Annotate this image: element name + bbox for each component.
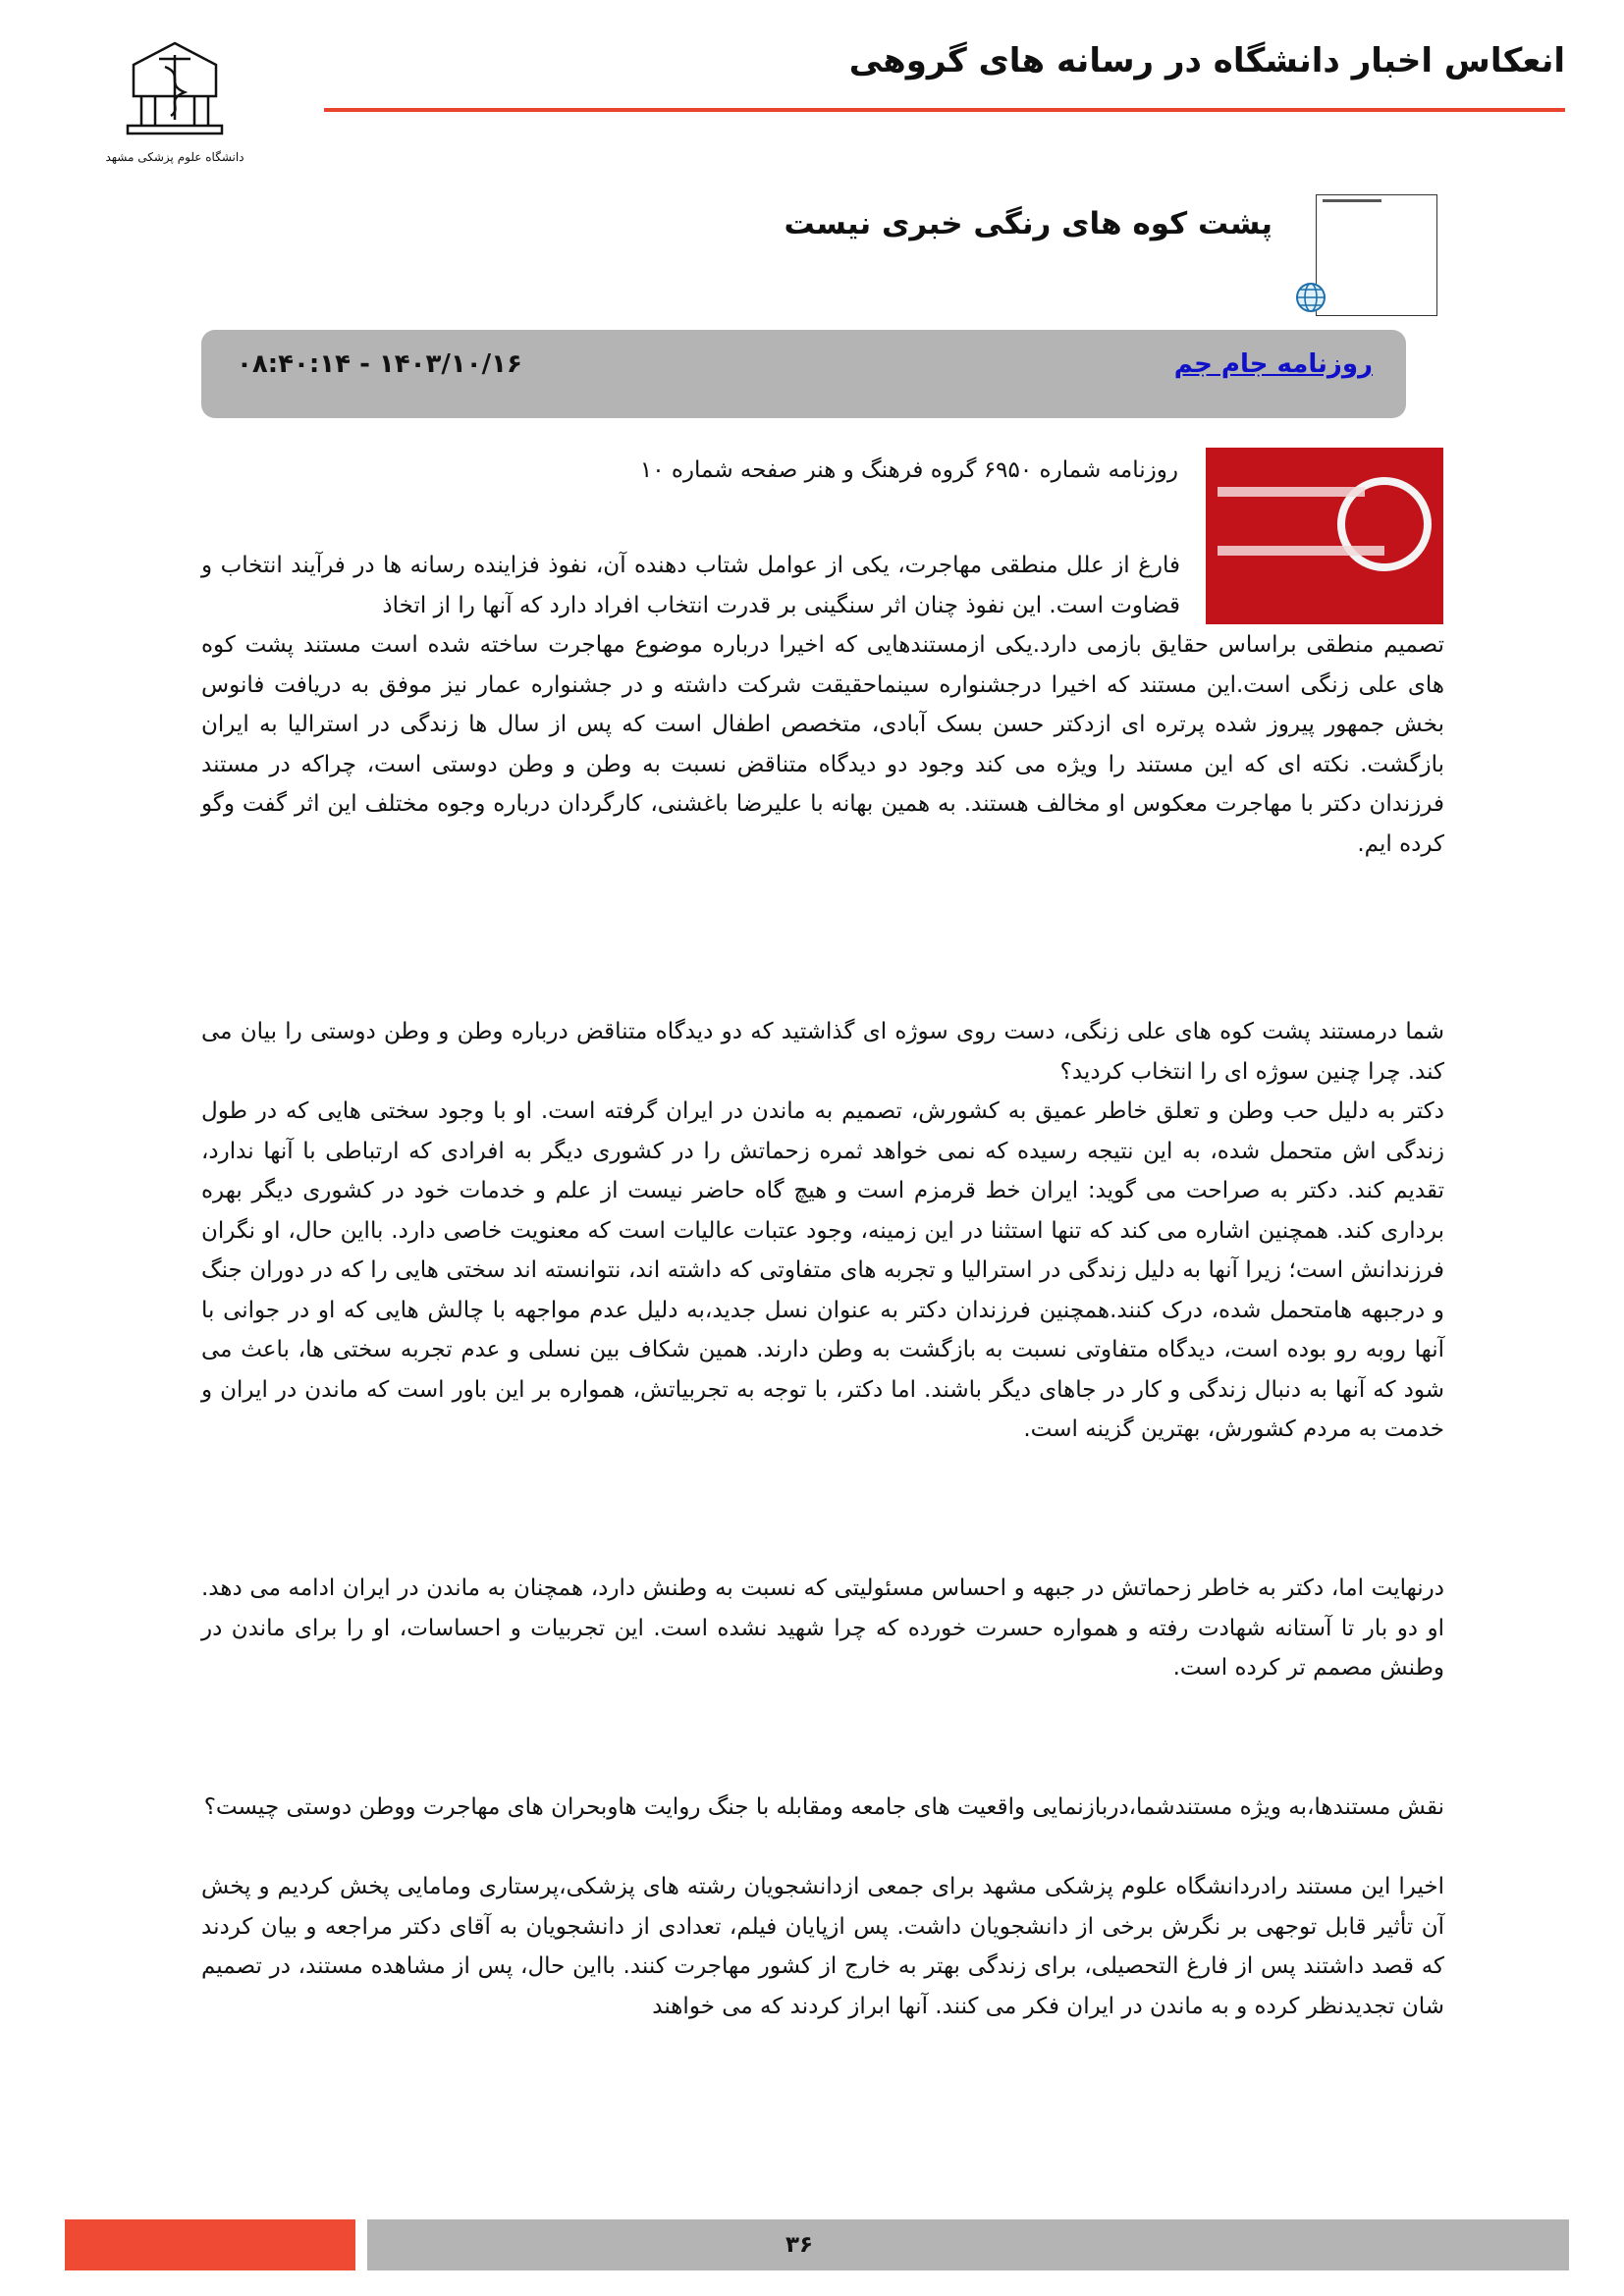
newspaper-image: [1206, 448, 1443, 624]
interview-question-2: نقش مستندها،به ویژه مستندشما،دربازنمایی واقعیت های جامعه ومقابله با جنگ روایت هاوبحران های مهاجرت ووطن دوستی چیست؟: [203, 1794, 1444, 1820]
footer-bar: [367, 2219, 1569, 2270]
publish-datetime: ۱۴۰۳/۱۰/۱۶ - ۰۸:۴۰:۱۴: [237, 349, 522, 379]
article-thumbnail: [1316, 194, 1437, 316]
intro-paragraph: تصمیم منطقی براساس حقایق بازمی دارد.یکی ازمستندهایی که اخیرا درباره موضوع مهاجرت ساخته شده است مستند پشت کوه های علی زنگی است.این مستند که اخیرا درجشنواره سینماحقیقت شرکت داشته و در جشنواره عمار نیز موفق به دریافت فانوس بخش جمهور پیروز شده پرتره ای ازدکتر حسن بسک آبادی، متخصص اطفال است که پس از سال ها زندگی در استرالیا به ایران بازگشت. نکته ای که این مستند را ویژه می کند وجود دو دیدگاه متناقض نسبت به وطن و وطن دوستی است، چراکه در مستند فرزندان دکتر با مهاجرت معکوس او مخالف هستند. به همین بهانه با علیرضا باغشنی، کارگردان درباره وجوه مختلف این اثر گفت وگو کرده ایم.: [201, 632, 1444, 857]
header-divider: [324, 108, 1565, 112]
university-logo-icon: [106, 35, 244, 173]
source-bar: [201, 330, 1406, 418]
image-text-band: [1218, 487, 1365, 497]
thumbnail-caption-line: [1323, 199, 1381, 202]
footer-accent-bar: [65, 2219, 355, 2270]
interview-answer-1-continued: درنهایت اما، دکتر به خاطر زحماتش در جبهه و احساس مسئولیتی که نسبت به وطنش دارد، همچنان به ماندن در ایران ادامه می دهد. او دو بار تا آستانه شهادت رفته و همواره حسرت خورده که چرا شهید نشده است. این تجربیات و احساسات، او را برای ماندن در وطنش مصمم تر کرده است.: [201, 1575, 1444, 1681]
interview-answer-1: دکتر به دلیل حب وطن و تعلق خاطر عمیق به کشورش، تصمیم به ماندن در ایران گرفته است. او با وجود سختی هایی که در طول زندگی اش متحمل شده، به این نتیجه رسیده که نمی خواهد ثمره زحماتش را در کشوری دیگر به افرادی که ارتباطی با آنها ندارد، تقدیم کند. دکتر به صراحت می گوید: ایران خط قرمزم است و هیچ گاه حاضر نیست از علم و خدمات خود در کشوری دیگر بهره برداری کند. همچنین اشاره می کند که تنها استثنا در این زمینه، وجود عتبات عالیات است که معنویت خاصی دارد. بااین حال، او نگران فرزندانش است؛ زیرا آنها به دلیل زندگی در استرالیا و تجربه های متفاوتی که داشته اند، نتوانسته اند سختی هایی را که در دوران جنگ و درجبهه هامتحمل شده، درک کنند.همچنین فرزندان دکتر به عنوان نسل جدید،به دلیل عدم مواجهه با چالش هایی که او در جوانی با آنها روبه رو بوده است، دیدگاه متفاوتی نسبت به بازگشت به وطن دارند. همین شکاف بین نسلی و عدم تجربه سختی ها، باعث می شود که آنها به دنبال زندگی و کار در جاهای دیگر باشند. اما دکتر، با توجه به تجربیاتش، همواره بر این باور است که ماندن در ایران و خدمت به مردم کشورش، بهترین گزینه است.: [201, 1098, 1444, 1442]
source-link[interactable]: روزنامه جام جم: [1173, 349, 1373, 379]
page-number: ۳۶: [785, 2232, 814, 2258]
interview-answer-2: اخیرا این مستند رادردانشگاه علوم پزشکی مشهد برای جمعی ازدانشجویان رشته های پزشکی،پرستاری ومامایی پخش کردیم و پخش آن تأثیر قابل توجهی بر نگرش برخی از دانشجویان داشت. پس ازپایان فیلم، تعدادی از دانشجویان به آقای دکتر مراجعه و بیان کردند که قصد داشتند پس از فارغ التحصیلی، برای زندگی بهتر به خارج از کشور مهاجرت کنند. بااین حال، پس از مشاهده مستند، در تصمیم شان تجدیدنظر کرده و به ماندن در ایران فکر می کنند. آنها ابراز کردند که می خواهند: [201, 1874, 1444, 2019]
image-text-band: [1218, 546, 1384, 556]
intro-paragraph-narrow: فارغ از علل منطقی مهاجرت، یکی از عوامل شتاب دهنده آن، نفوذ فزاینده رسانه ها در فرآیند انتخاب و قضاوت است. این نفوذ چنان اثر سنگینی بر قدرت انتخاب افراد دارد که آنها را از اتخاذ: [201, 553, 1180, 618]
interview-question-1: شما درمستند پشت کوه های علی زنگی، دست روی سوژه ای گذاشتید که دو دیدگاه متناقض درباره وطن و وطن دوستی را بیان می کند. چرا چنین سوژه ای را انتخاب کردید؟: [201, 1019, 1444, 1085]
publication-meta: روزنامه شماره ۶۹۵۰ گروه فرهنگ و هنر صفحه شماره ۱۰: [639, 457, 1178, 483]
page-header-title: انعکاس اخبار دانشگاه در رسانه های گروهی: [848, 41, 1565, 80]
article-title: پشت کوه های رنگی خبری نیست: [784, 206, 1272, 241]
globe-icon[interactable]: [1294, 281, 1327, 314]
logo-text: دانشگاه علوم پزشکی مشهد: [106, 150, 244, 164]
